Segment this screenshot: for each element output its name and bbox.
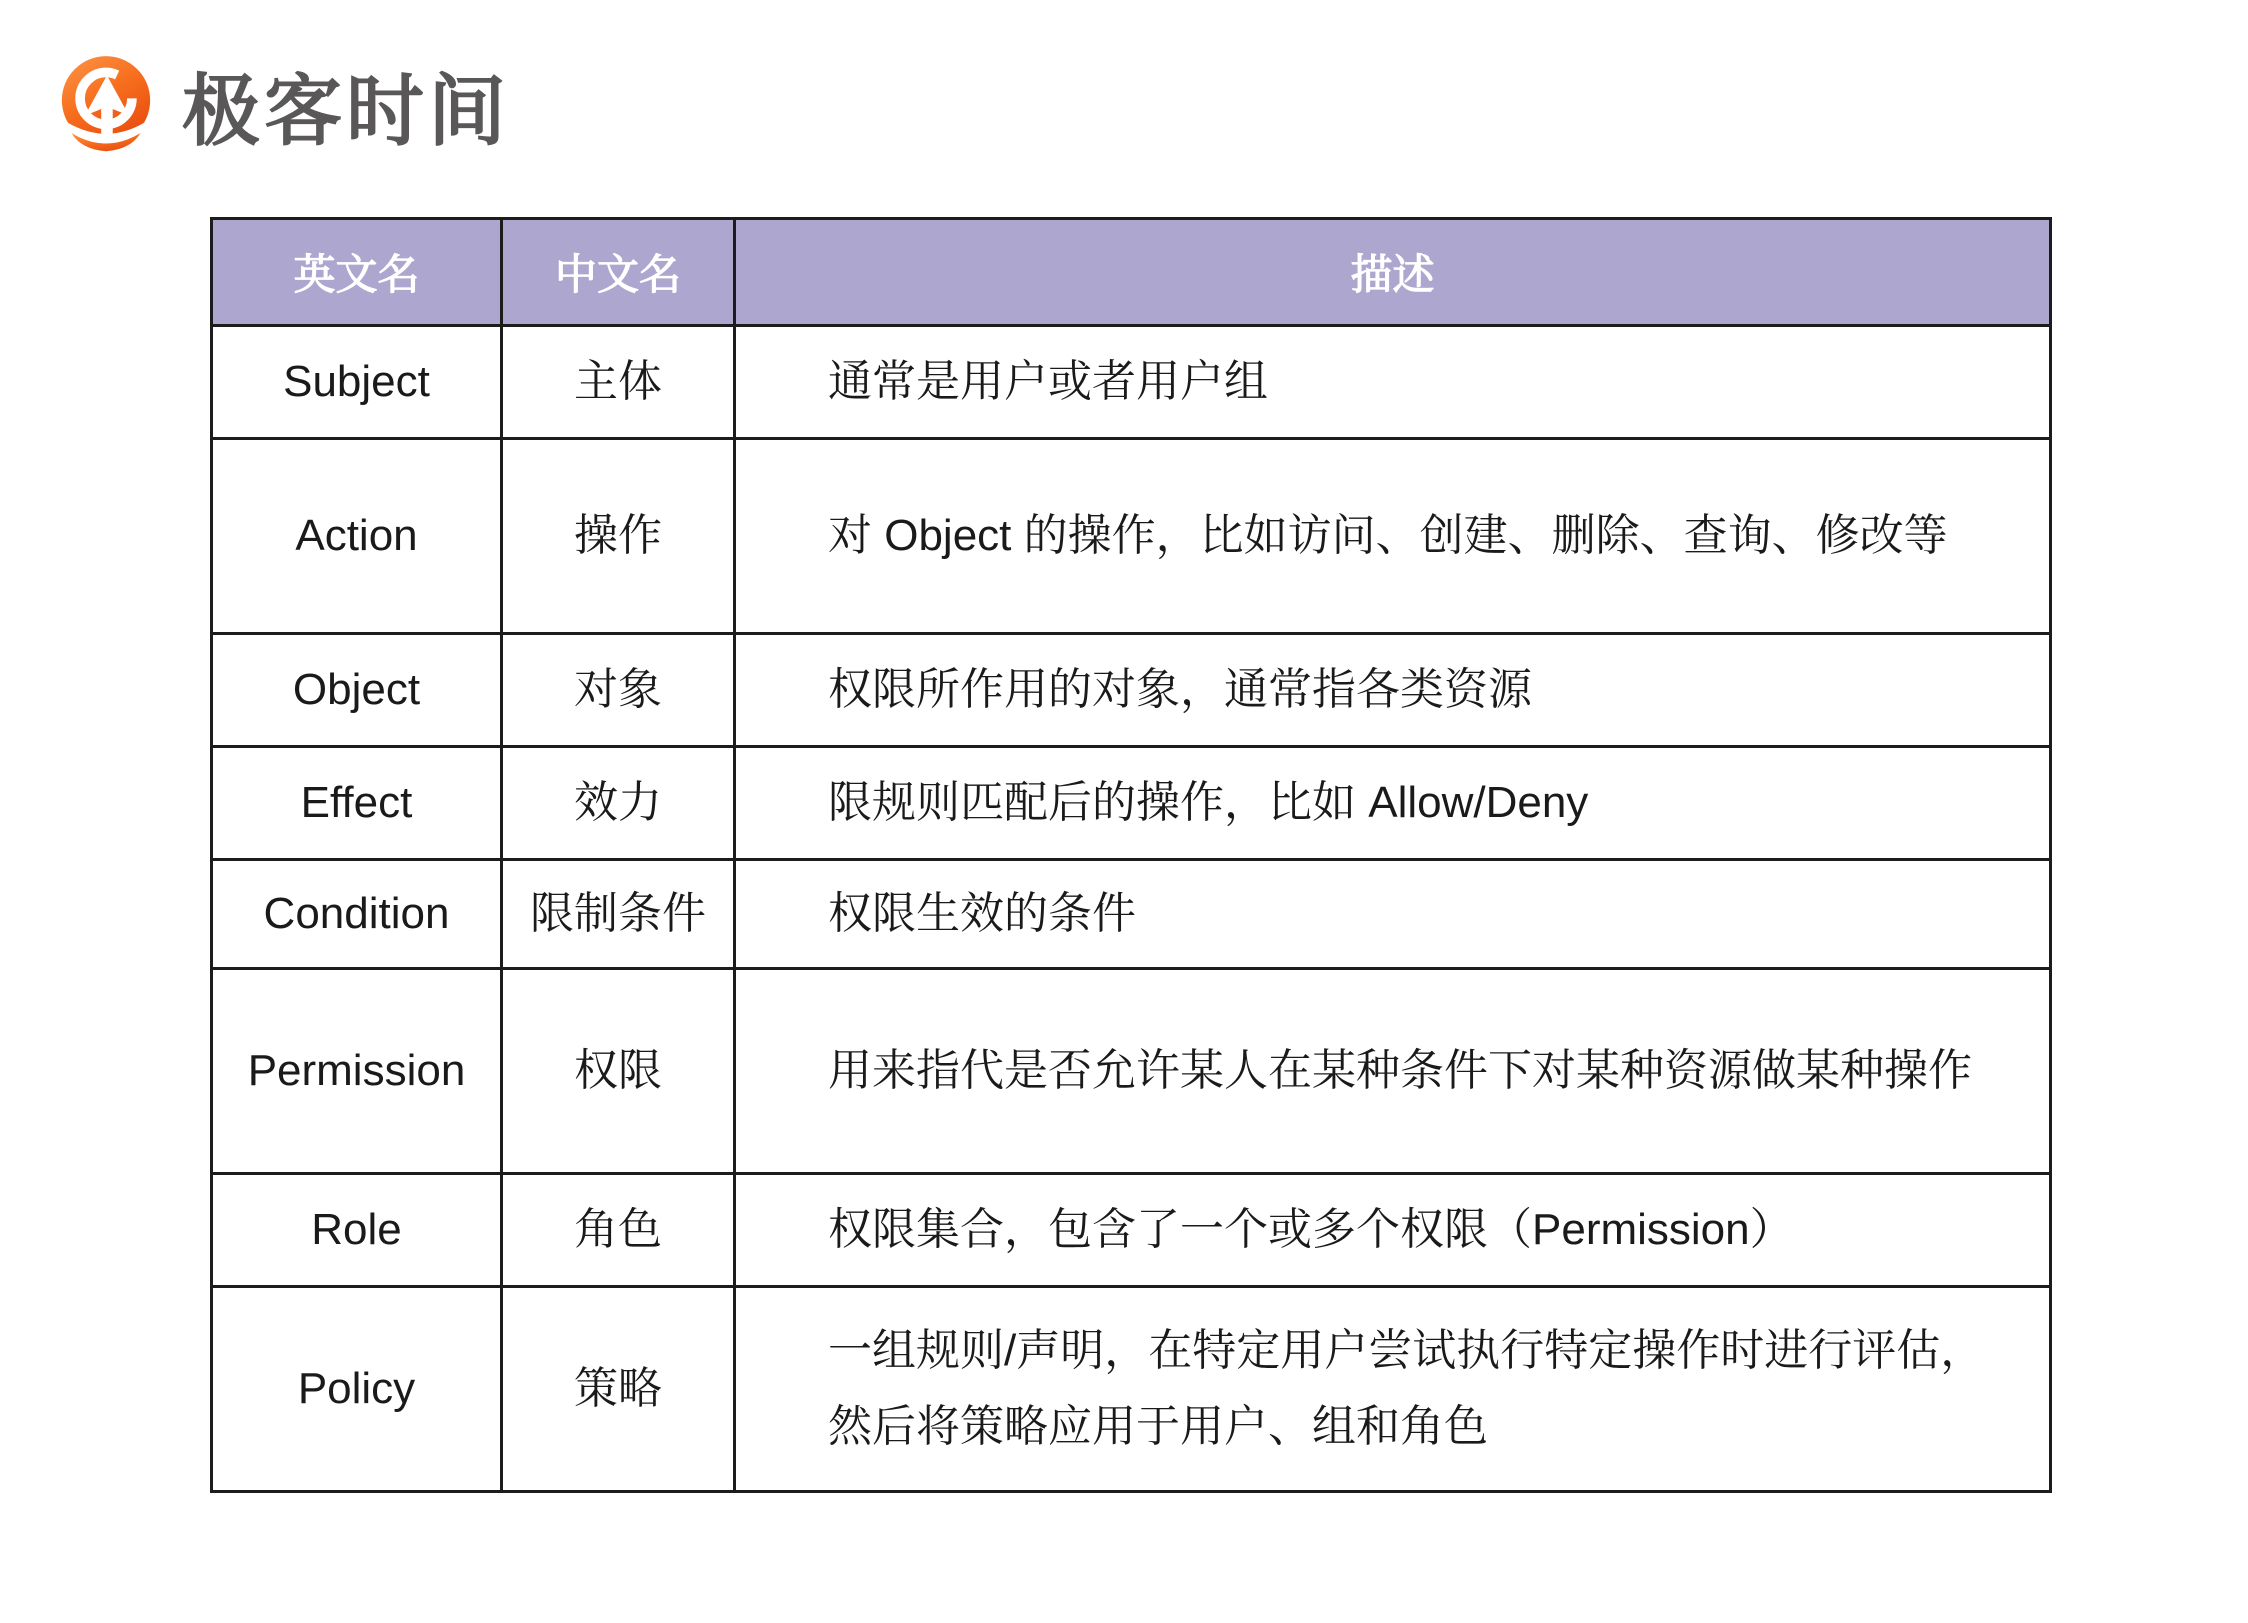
cell-chinese: 角色 — [502, 1174, 735, 1287]
cell-english: Subject — [212, 326, 502, 439]
cell-chinese: 操作 — [502, 439, 735, 634]
cell-english: Policy — [212, 1287, 502, 1492]
header-chinese: 中文名 — [502, 219, 735, 326]
cell-description: 权限集合，包含了一个或多个权限（Permission） — [735, 1174, 2051, 1287]
table-header-row — [212, 219, 2051, 326]
cell-description: 权限生效的条件 — [735, 860, 2051, 969]
cell-description: 通常是用户或者用户组 — [735, 326, 2051, 439]
cell-description: 用来指代是否允许某人在某种条件下对某种资源做某种操作 — [735, 969, 2051, 1174]
cell-english: Object — [212, 634, 502, 747]
cell-english: Action — [212, 439, 502, 634]
brand-text: 极客时间 — [182, 67, 511, 155]
table-row-permission — [212, 969, 2051, 1174]
table-row-subject — [212, 326, 2051, 439]
table-row-object — [212, 634, 2051, 747]
geektime-brand — [58, 52, 510, 164]
cell-chinese: 权限 — [502, 969, 735, 1174]
header-english: 英文名 — [212, 219, 502, 326]
cell-description: 对 Object 的操作，比如访问、创建、删除、查询、修改等 — [735, 439, 2051, 634]
table-row-action — [212, 439, 2051, 634]
table-row-effect — [212, 747, 2051, 860]
cell-english: Permission — [212, 969, 502, 1174]
cell-chinese: 效力 — [502, 747, 735, 860]
table-row-condition — [212, 860, 2051, 969]
cell-english: Role — [212, 1174, 502, 1287]
header-description: 描述 — [735, 219, 2051, 326]
cell-english: Condition — [212, 860, 502, 969]
cell-chinese: 主体 — [502, 326, 735, 439]
cell-description: 限规则匹配后的操作，比如 Allow/Deny — [735, 747, 2051, 860]
cell-description: 一组规则/声明，在特定用户尝试执行特定操作时进行评估，然后将策略应用于用户、组和角色 — [735, 1287, 2051, 1492]
cell-description: 权限所作用的对象，通常指各类资源 — [735, 634, 2051, 747]
cell-chinese: 对象 — [502, 634, 735, 747]
cell-english: Effect — [212, 747, 502, 860]
table-row-role — [212, 1174, 2051, 1287]
table-row-policy — [212, 1287, 2051, 1492]
geektime-logo-icon — [58, 52, 154, 164]
cell-chinese: 策略 — [502, 1287, 735, 1492]
permission-terms-table — [210, 217, 2052, 1493]
cell-chinese: 限制条件 — [502, 860, 735, 969]
